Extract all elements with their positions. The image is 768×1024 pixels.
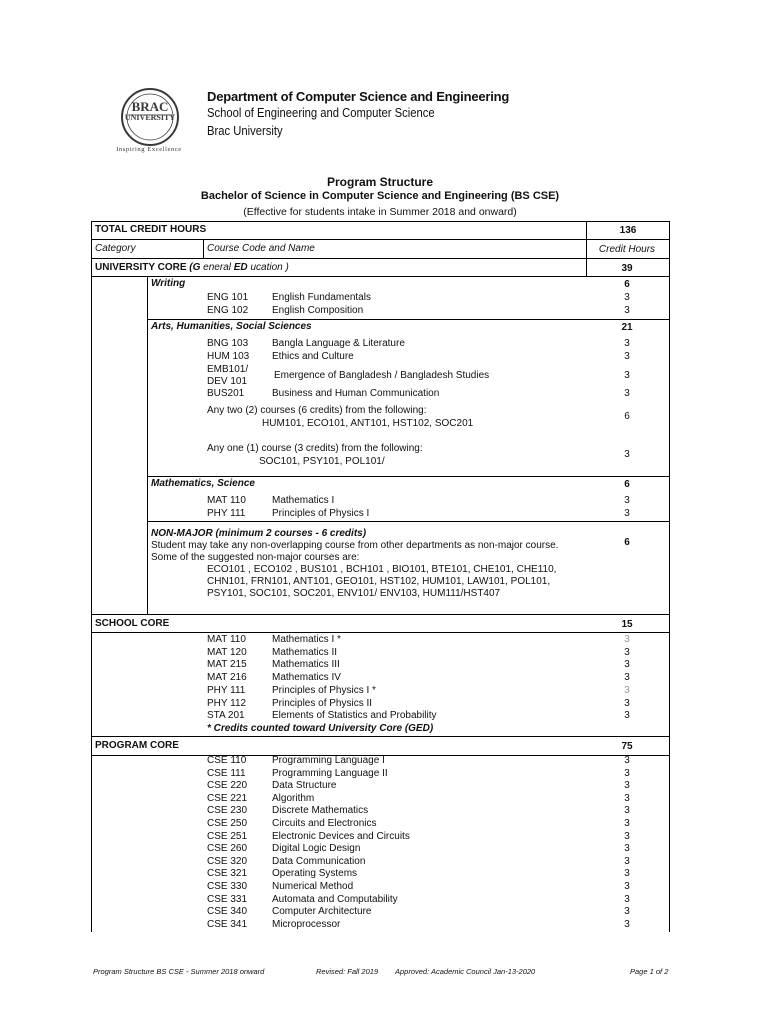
nonmajor-label: NON-MAJOR (minimum 2 courses - 6 credits) <box>151 528 367 539</box>
course-code: CSE 260 <box>207 843 248 855</box>
course-credit: 3 <box>624 893 630 905</box>
course-name: Circuits and Electronics <box>272 818 377 829</box>
course-code: MAT 120 <box>207 647 247 658</box>
logo-text-top: BRAC <box>131 99 169 114</box>
course-code: CSE 110 <box>207 755 247 766</box>
nonmajor-list: CHN101, FRN101, ANT101, GEO101, HST102, HUM101, LAW101, POL101, <box>207 576 551 587</box>
course-name: Elements of Statistics and Probability <box>272 710 437 721</box>
course-credit: 3 <box>624 830 630 842</box>
school-core-label: SCHOOL CORE <box>95 618 170 629</box>
course-code: DEV 101 <box>207 376 248 387</box>
program-core-credits: 75 <box>621 741 633 752</box>
course-code: CSE 250 <box>207 818 248 829</box>
nonmajor-list: ECO101 , ECO102 , BUS101 , BCH101 , BIO101, BTE101, CHE101, CHE110, <box>207 564 557 575</box>
course-code: EMB101/ <box>207 364 249 375</box>
course-code: PHY 111 <box>207 685 246 696</box>
course-name: Mathematics II <box>272 647 338 658</box>
course-credit: 3 <box>624 843 630 855</box>
course-name: Discrete Mathematics <box>272 805 369 817</box>
course-credit: 3 <box>624 881 630 892</box>
arts-label: Arts, Humanities, Social Sciences <box>151 321 312 332</box>
course-name: Mathematics III <box>272 659 340 670</box>
logo-tagline: Inspiring Excellence <box>116 146 182 153</box>
course-credit: 3 <box>624 805 630 817</box>
department-title: Department of Computer Science and Engineering <box>207 89 510 104</box>
nonmajor-line2: Some of the suggested non-major courses are: <box>151 552 360 563</box>
course-code: MAT 215 <box>207 659 247 670</box>
course-credit: 3 <box>624 906 630 918</box>
writing-credits: 6 <box>624 279 630 290</box>
course-code: ENG 102 <box>207 305 249 316</box>
arts-credits: 21 <box>621 322 633 333</box>
col-course: Course Code and Name <box>207 243 315 254</box>
course-name: English Composition <box>272 305 364 316</box>
course-code: PHY 111 <box>207 508 246 519</box>
footer-approved: Approved: Academic Council Jan-13-2020 <box>395 967 536 976</box>
course-code: MAT 110 <box>207 634 246 645</box>
course-credit: 3 <box>624 792 630 804</box>
course-credit: 3 <box>624 755 630 766</box>
course-code: CSE 330 <box>207 881 248 892</box>
elective-list: SOC101, PSY101, POL101/ <box>259 456 385 467</box>
course-name: Programming Language II <box>272 767 388 779</box>
course-credit: 3 <box>624 647 630 658</box>
nonmajor-list: PSY101, SOC101, SOC201, ENV101/ ENV103, HUM111/HST407 <box>207 588 501 599</box>
university-name: Brac University <box>207 124 283 138</box>
course-code: ENG 101 <box>207 292 249 303</box>
course-credit: 3 <box>624 685 630 696</box>
total-credit-label: TOTAL CREDIT HOURS <box>95 224 207 235</box>
course-code: BNG 103 <box>207 338 249 349</box>
course-code: BUS201 <box>207 388 245 399</box>
course-code: CSE 251 <box>207 830 248 842</box>
course-code: CSE 320 <box>207 855 248 867</box>
course-name: Programming Language I <box>272 755 385 766</box>
col-category: Category <box>95 243 136 254</box>
course-name: Automata and Computability <box>272 893 398 905</box>
course-credit: 3 <box>624 855 630 867</box>
course-name: Microprocessor <box>272 918 341 930</box>
program-core-label: PROGRAM CORE <box>95 740 179 751</box>
course-code: PHY 112 <box>207 698 247 709</box>
footer-revised: Revised: Fall 2019 <box>316 967 379 976</box>
course-credit: 3 <box>624 495 630 506</box>
course-name: Principles of Physics I <box>272 508 370 519</box>
course-name: Mathematics IV <box>272 672 341 683</box>
course-credit: 3 <box>624 818 630 829</box>
course-credit: 3 <box>624 305 630 316</box>
course-credit: 3 <box>624 351 630 362</box>
nonmajor-credits: 6 <box>624 537 630 548</box>
elective-instruction: Any one (1) course (3 credits) from the following: <box>207 443 423 454</box>
course-name: English Fundamentals <box>272 292 371 303</box>
course-code: CSE 340 <box>207 906 248 918</box>
school-core-credits: 15 <box>621 619 633 630</box>
course-name: Mathematics I <box>272 495 335 506</box>
course-credit: 3 <box>624 710 630 721</box>
course-name: Algorithm <box>272 792 315 804</box>
degree-title: Bachelor of Science in Computer Science and Engineering (BS CSE) <box>200 190 560 202</box>
course-name: Electronic Devices and Circuits <box>272 830 410 842</box>
course-name: Data Communication <box>272 855 366 867</box>
course-code: MAT 216 <box>207 672 247 683</box>
course-credit: 3 <box>624 698 630 709</box>
course-credit: 3 <box>624 767 630 779</box>
course-code: MAT 110 <box>207 495 246 506</box>
col-credit: Credit Hours <box>598 244 656 255</box>
program-structure-title: Program Structure <box>326 175 434 189</box>
course-credit: 3 <box>624 338 630 349</box>
course-credit: 3 <box>624 508 630 519</box>
course-name: Principles of Physics I * <box>272 685 376 696</box>
course-code: CSE 321 <box>207 868 248 880</box>
course-name: Computer Architecture <box>272 906 372 918</box>
logo-text-bottom: UNIVERSITY <box>124 113 176 122</box>
course-code: CSE 221 <box>207 792 248 804</box>
school-name: School of Engineering and Computer Science <box>207 106 435 120</box>
course-code: CSE 230 <box>207 805 248 817</box>
course-credit: 3 <box>624 780 630 792</box>
course-credit: 3 <box>624 388 630 399</box>
footer-left: Program Structure BS CSE - Summer 2018 onward <box>93 967 265 976</box>
course-code: CSE 331 <box>207 893 248 905</box>
course-code: CSE 341 <box>207 918 248 930</box>
nonmajor-line1: Student may take any non-overlapping course from other departments as non-major course. <box>151 540 559 551</box>
course-name: Digital Logic Design <box>272 843 361 855</box>
course-code: CSE 220 <box>207 780 248 792</box>
course-credit: 3 <box>624 918 630 930</box>
ged-footnote: * Credits counted toward University Core (GED) <box>207 723 434 734</box>
course-credit: 3 <box>624 634 630 645</box>
footer-page: Page 1 of 2 <box>630 967 669 976</box>
course-name: Data Structure <box>272 780 337 792</box>
university-core-credits: 39 <box>621 263 633 274</box>
course-credit: 3 <box>624 659 630 670</box>
university-core-label: UNIVERSITY CORE (G eneral ED ucation ) <box>95 262 289 273</box>
course-name: Principles of Physics II <box>272 698 373 709</box>
course-code: STA 201 <box>207 710 245 721</box>
writing-label: Writing <box>151 278 186 289</box>
elective-credit: 3 <box>624 449 630 460</box>
elective-instruction: Any two (2) courses (6 credits) from the following: <box>207 405 427 416</box>
math-credits: 6 <box>624 479 630 490</box>
course-name: Operating Systems <box>272 868 358 880</box>
course-credit: 3 <box>624 292 630 303</box>
course-code: HUM 103 <box>207 351 250 362</box>
elective-credit: 6 <box>624 411 630 422</box>
course-credit: 3 <box>624 672 630 683</box>
math-label: Mathematics, Science <box>151 478 255 489</box>
elective-list: HUM101, ECO101, ANT101, HST102, SOC201 <box>262 418 474 429</box>
course-name: Business and Human Communication <box>272 388 440 399</box>
course-name: Mathematics I * <box>272 634 341 645</box>
total-credit-value: 136 <box>619 225 637 236</box>
course-name: Bangla Language & Literature <box>272 338 405 349</box>
course-name: Ethics and Culture <box>272 351 354 362</box>
course-name: Emergence of Bangladesh / Bangladesh Studies <box>274 370 490 381</box>
course-name: Numerical Method <box>272 881 354 892</box>
course-code: CSE 111 <box>207 767 246 779</box>
course-credit: 3 <box>624 370 630 381</box>
course-credit: 3 <box>624 868 630 880</box>
effective-note: (Effective for students intake in Summer 2018 and onward) <box>243 206 517 218</box>
